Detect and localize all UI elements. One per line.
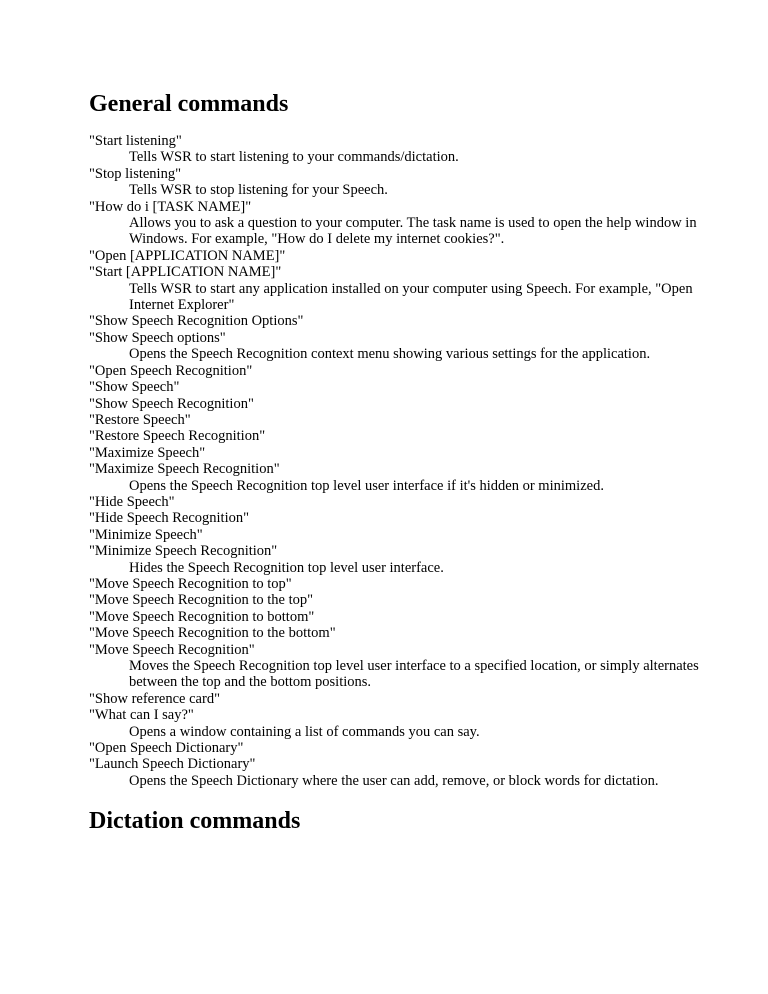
command-phrase: "Show Speech" xyxy=(89,379,180,396)
command-phrase: "Restore Speech" xyxy=(89,411,191,428)
command-phrase: "Show Speech Recognition Options" xyxy=(89,313,304,330)
command-phrase: "Show Speech Recognition" xyxy=(89,395,254,412)
command-group xyxy=(89,691,729,740)
command-phrase: "Minimize Speech Recognition" xyxy=(89,543,278,560)
general-commands-list xyxy=(89,133,729,789)
command-description: Opens the Speech Recognition top level user interface if it's hidden or minimized. xyxy=(129,477,604,494)
command-description: Tells WSR to start listening to your commands/dictation. xyxy=(129,149,459,166)
command-group xyxy=(89,740,729,789)
command-phrase: "Hide Speech Recognition" xyxy=(89,510,250,527)
command-phrase: "Open Speech Dictionary" xyxy=(89,740,244,757)
section-heading-dictation-commands: Dictation commands xyxy=(89,808,301,835)
command-description: Opens a window containing a list of commands you can say. xyxy=(129,723,480,740)
command-phrase: "Open Speech Recognition" xyxy=(89,362,253,379)
command-phrase: "Launch Speech Dictionary" xyxy=(89,756,256,773)
command-group xyxy=(89,363,729,494)
command-phrase: "Move Speech Recognition to the top" xyxy=(89,592,314,609)
command-phrase: "Stop listening" xyxy=(89,165,181,182)
command-group xyxy=(89,313,729,362)
command-phrase: "Show Speech options" xyxy=(89,329,226,346)
command-description: Moves the Speech Recognition top level user interface to a specified location, or simply alternates between the top and the bottom positions. xyxy=(129,658,699,691)
command-phrase: "What can I say?" xyxy=(89,707,194,724)
document-page xyxy=(89,90,729,835)
command-phrase: "Restore Speech Recognition" xyxy=(89,428,266,445)
command-description: Tells WSR to start any application installed on your computer using Speech. For example, "Open Internet Explorer" xyxy=(129,280,693,314)
command-phrase: "Minimize Speech" xyxy=(89,526,203,543)
command-description: Hides the Speech Recognition top level user interface. xyxy=(129,559,444,576)
command-description: Opens the Speech Recognition context menu showing various settings for the application. xyxy=(129,346,651,363)
command-phrase: "Hide Speech" xyxy=(89,493,175,510)
command-description: Allows you to ask a question to your computer. The task name is used to open the help window in Windows. For example, "How do I delete my internet cookies?". xyxy=(129,215,697,248)
command-phrase: "Maximize Speech Recognition" xyxy=(89,461,280,478)
section-heading-general-commands: General commands xyxy=(89,91,289,117)
command-phrase: "Start [APPLICATION NAME]" xyxy=(89,264,282,281)
command-phrase: "Maximize Speech" xyxy=(89,444,206,461)
command-description: Tells WSR to stop listening for your Speech. xyxy=(129,182,388,199)
command-description: Opens the Speech Dictionary where the user can add, remove, or block words for dictation. xyxy=(129,772,659,789)
command-group xyxy=(89,199,729,248)
command-phrase: "How do i [TASK NAME]" xyxy=(89,198,252,215)
command-phrase: "Move Speech Recognition to the bottom" xyxy=(89,625,336,642)
command-phrase: "Move Speech Recognition to bottom" xyxy=(89,608,315,625)
command-group xyxy=(89,133,729,166)
command-phrase: "Start listening" xyxy=(89,133,182,149)
command-group xyxy=(89,166,729,199)
command-phrase: "Open [APPLICATION NAME]" xyxy=(89,247,286,264)
command-phrase: "Move Speech Recognition to top" xyxy=(89,575,292,592)
command-phrase: "Show reference card" xyxy=(89,690,220,707)
command-group xyxy=(89,494,729,576)
command-group xyxy=(89,248,729,314)
command-group xyxy=(89,576,729,691)
command-phrase: "Move Speech Recognition" xyxy=(89,641,255,658)
